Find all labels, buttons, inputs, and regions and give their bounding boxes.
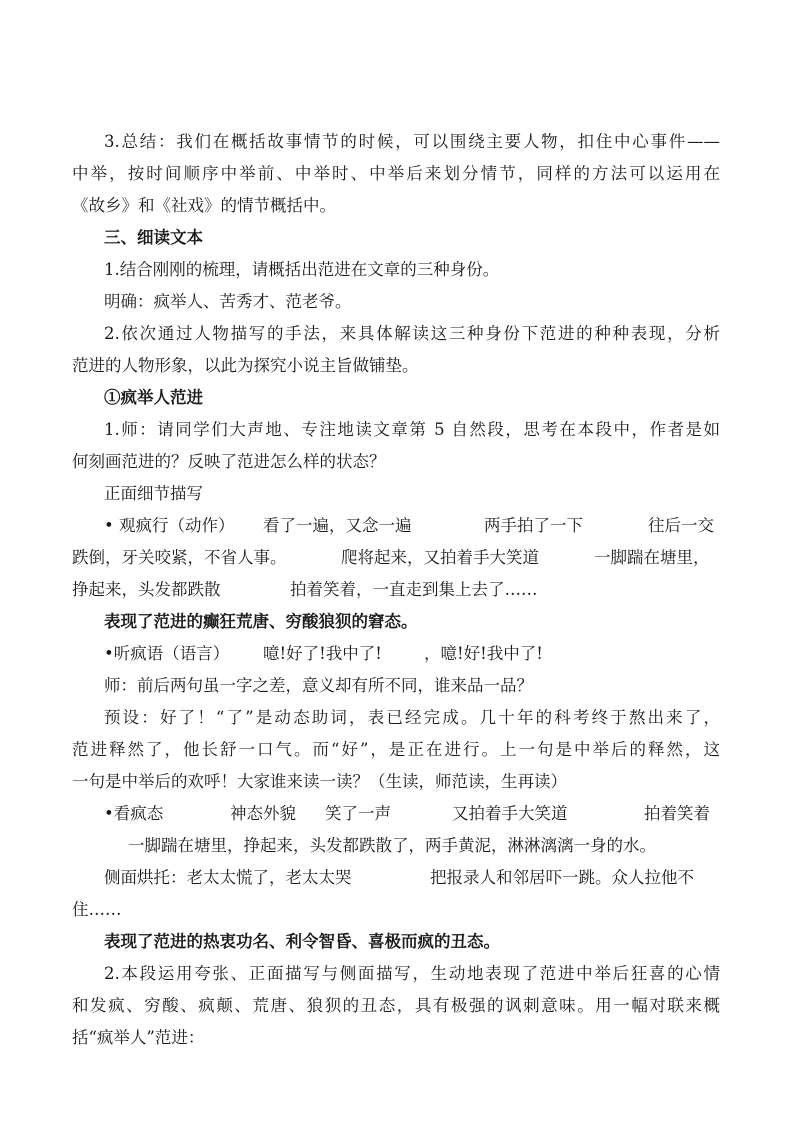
action-line2-b: 爬将起来，又拍着手大笑道 bbox=[341, 548, 539, 567]
look-label: •看疯态 bbox=[104, 804, 164, 823]
preset-line-3: 一句是中举后的欢呼！大家谁来读一读？（生读，师范读，生再读） bbox=[72, 772, 567, 791]
preset-line-2: 范进释然了，他长舒一口气。而“好”，是正在进行。上一句是中举后的释然，这 bbox=[72, 740, 720, 759]
action-line2-a: 跌倒，牙关咬紧，不省人事。 bbox=[72, 548, 287, 567]
look-segment-4: 拍着笑着 bbox=[644, 804, 710, 823]
front-detail-label: 正面细节描写 bbox=[104, 484, 203, 503]
task-line-1: 2.依次通过人物描写的手法，来具体解读这三种身份下范进的种种表现，分析 bbox=[104, 324, 720, 343]
paragraph2-line-1: 2.本段运用夸张、正面描写与侧面描写，生动地表现了范进中举后狂喜的心情 bbox=[104, 964, 720, 983]
summary-awkward: 表现了范进的癫狂荒唐、穷酸狼狈的窘态。 bbox=[104, 612, 418, 631]
summary-line-3: 《故乡》和《社戏》的情节概括中。 bbox=[72, 196, 336, 215]
action-label: • 观疯行（动作） bbox=[104, 516, 235, 535]
action-segment-3: 往后一交 bbox=[648, 516, 714, 535]
teacher-prompt-line-1: 1.师：请同学们大声地、专注地读文章第 5 自然段，思考在本段中，作者是如 bbox=[104, 420, 720, 439]
task-line-2: 范进的人物形象，以此为探究小说主旨做铺垫。 bbox=[72, 356, 419, 375]
side-line1-b: 把报录人和邻居吓一跳。众人拉他不 bbox=[430, 868, 694, 887]
look-segment-1: 神态外貌 bbox=[230, 804, 296, 823]
summary-ugly: 表现了范进的热衷功名、利令智昏、喜极而疯的丑态。 bbox=[104, 932, 500, 951]
speech-label: •听疯语（语言） bbox=[104, 644, 230, 663]
teacher-prompt-line-2: 何刻画范进的？反映了范进怎么样的状态？ bbox=[72, 452, 386, 471]
summary-line-2: 中举，按时间顺序中举前、中举时、中举后来划分情节，同样的方法可以运用在 bbox=[72, 164, 720, 183]
action-line2-c: 一脚踹在塘里， bbox=[594, 548, 710, 567]
preset-line-1: 预设：好了！“了”是动态助词，表已经完成。几十年的科考终于熬出来了， bbox=[104, 708, 720, 727]
action-segment-1: 看了一遍，又念一遍 bbox=[263, 516, 412, 535]
side-line1-a: 侧面烘托：老太太慌了，老太太哭 bbox=[104, 868, 352, 887]
answer-identities: 明确：疯举人、苦秀才、范老爷。 bbox=[104, 292, 352, 311]
paragraph2-line-2: 和发疯、穷酸、疯颠、荒唐、狼狈的丑态，具有极强的讽刺意味。用一幅对联来概 bbox=[72, 996, 720, 1015]
look-segment-2: 笑了一声 bbox=[325, 804, 391, 823]
action-line3-a: 挣起来，头发都跌散 bbox=[72, 580, 221, 599]
section-heading-close-reading: 三、细读文本 bbox=[104, 228, 203, 247]
side-line-2: 住…… bbox=[72, 900, 122, 919]
speech-segment-1: 噫!好了!我中了! bbox=[263, 644, 382, 663]
question-identities: 1.结合刚刚的梳理，请概括出范进在文章的三种身份。 bbox=[104, 260, 500, 279]
subheading-mad-juren: ①疯举人范进 bbox=[104, 388, 203, 407]
look-line-2: 一脚踹在塘里，挣起来，头发都跌散了，两手黄泥，淋淋漓漓一身的水。 bbox=[128, 836, 656, 855]
action-segment-2: 两手拍了一下 bbox=[484, 516, 583, 535]
teacher-question: 师：前后两句虽一字之差，意义却有所不同，谁来品一品？ bbox=[104, 676, 533, 695]
action-line3-b: 拍着笑着，一直走到集上去了…… bbox=[290, 580, 538, 599]
look-segment-3: 又拍着手大笑道 bbox=[452, 804, 568, 823]
paragraph2-line-3: 括“疯举人”范进： bbox=[72, 1028, 205, 1047]
summary-line-1: 3.总结：我们在概括故事情节的时候，可以围绕主要人物，扣住中心事件—— bbox=[104, 132, 720, 151]
speech-segment-2: ，噫!好!我中了! bbox=[424, 644, 543, 663]
